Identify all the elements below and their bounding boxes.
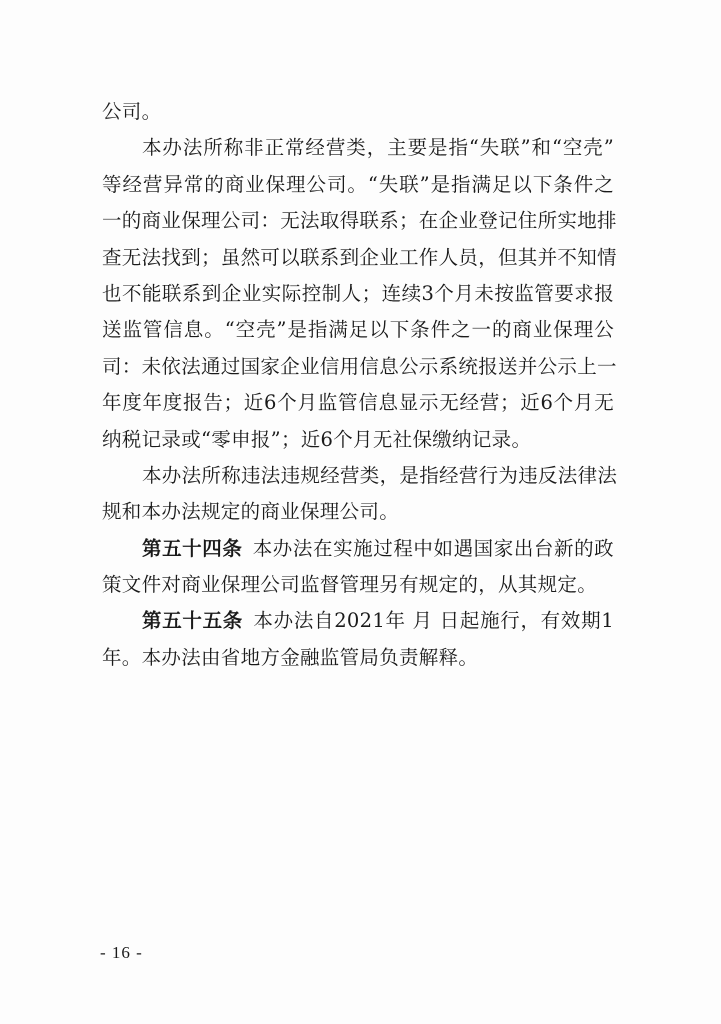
article-55-line <box>102 603 614 639</box>
paragraph-line: 公司。 <box>102 100 162 123</box>
article-55-heading: 第五十五条 <box>142 609 244 633</box>
paragraph-line: 一的商业保理公司：无法取得联系；在企业登记住所实地排 <box>102 209 617 233</box>
article-54-text: 本办法在实施过程中如遇国家出台新的政 <box>252 536 614 560</box>
paragraph-line: 本办法所称违法违规经营类，是指经营行为违反法律法 <box>142 463 618 487</box>
article-54-line <box>102 531 614 567</box>
paragraph-line: 查无法找到；虽然可以联系到企业工作人员，但其并不知情 <box>102 245 617 269</box>
body-text <box>102 94 618 676</box>
paragraph-line: 策文件对商业保理公司监督管理另有规定的，从其规定。 <box>102 573 598 597</box>
article-54-heading: 第五十四条 <box>142 536 243 560</box>
paragraph-line: 年度年度报告；近6个月监管信息显示无经营；近6个月无 <box>102 391 614 415</box>
paragraph-line: 本办法所称非正常经营类，主要是指“失联”和“空壳” <box>142 136 614 160</box>
paragraph-line: 规和本办法规定的商业保理公司。 <box>102 500 400 524</box>
paragraph-line: 纳税记录或“零申报”；近6个月无社保缴纳记录。 <box>102 427 532 451</box>
paragraph-line: 年。本办法由省地方金融监管局负责解释。 <box>102 645 479 669</box>
article-55-text: 本办法自2021年 月 日起施行，有效期1 <box>253 609 614 633</box>
page-number: - 16 - <box>100 943 143 962</box>
paragraph-line: 司：未依法通过国家企业信用信息公示系统报送并公示上一 <box>102 354 617 378</box>
paragraph-line: 也不能联系到企业实际控制人；连续3个月未按监管要求报 <box>102 281 614 305</box>
paragraph-line: 等经营异常的商业保理公司。“失联”是指满足以下条件之 <box>102 172 614 196</box>
paragraph-line: 送监管信息。“空壳”是指满足以下条件之一的商业保理公 <box>102 318 614 342</box>
